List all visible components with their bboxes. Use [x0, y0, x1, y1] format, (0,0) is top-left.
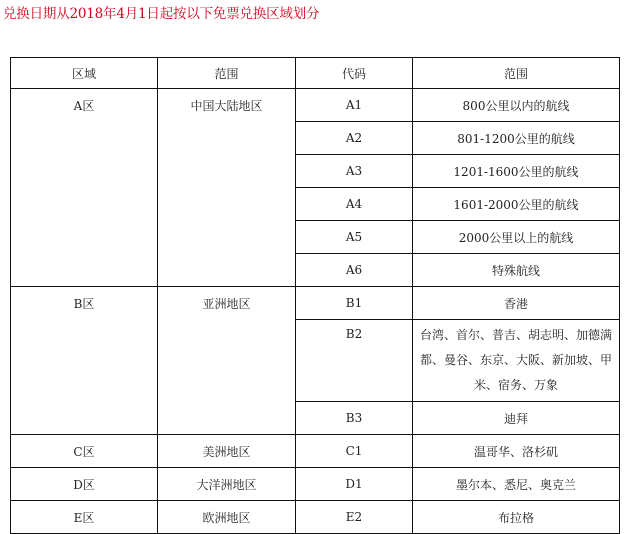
range-cell: 特殊航线: [413, 254, 620, 287]
zone-table: [10, 57, 620, 534]
code-cell: A5: [296, 221, 413, 254]
zone-cell: A区: [11, 89, 158, 287]
range-cell: 1201-1600公里的航线: [413, 155, 620, 188]
region-cell: 亚洲地区: [158, 287, 296, 435]
range-cell: 迪拜: [413, 402, 620, 435]
range-cell: 墨尔本、悉尼、奥克兰: [413, 468, 620, 501]
table-row: [11, 468, 620, 501]
region-cell: 中国大陆地区: [158, 89, 296, 287]
code-cell: A4: [296, 188, 413, 221]
range-cell: 温哥华、洛杉矶: [413, 435, 620, 468]
code-cell: C1: [296, 435, 413, 468]
code-cell: B1: [296, 287, 413, 320]
range-cell: 台湾、首尔、普吉、胡志明、加德满都、曼谷、东京、大阪、新加坡、甲米、宿务、万象: [413, 320, 620, 402]
range-cell: 2000公里以上的航线: [413, 221, 620, 254]
range-cell: 800公里以内的航线: [413, 89, 620, 122]
code-cell: A1: [296, 89, 413, 122]
table-header-row: [11, 58, 620, 89]
code-cell: B2: [296, 320, 413, 402]
code-cell: A6: [296, 254, 413, 287]
table-row: [11, 501, 620, 534]
header-zone: 区域: [11, 58, 158, 89]
code-cell: B3: [296, 402, 413, 435]
zone-cell: E区: [11, 501, 158, 534]
region-cell: 欧洲地区: [158, 501, 296, 534]
header-code: 代码: [296, 58, 413, 89]
range-cell: 香港: [413, 287, 620, 320]
zone-cell: C区: [11, 435, 158, 468]
range-cell: 801-1200公里的航线: [413, 122, 620, 155]
region-cell: 大洋洲地区: [158, 468, 296, 501]
table-row: [11, 435, 620, 468]
page-title: 兑换日期从2018年4月1日起按以下免票兑换区域划分: [3, 6, 320, 22]
range-cell: 布拉格: [413, 501, 620, 534]
table-row: [11, 89, 620, 122]
code-cell: A2: [296, 122, 413, 155]
code-cell: D1: [296, 468, 413, 501]
header-range: 范围: [413, 58, 620, 89]
code-cell: A3: [296, 155, 413, 188]
zone-cell: D区: [11, 468, 158, 501]
region-cell: 美洲地区: [158, 435, 296, 468]
zone-cell: B区: [11, 287, 158, 435]
code-cell: E2: [296, 501, 413, 534]
range-cell: 1601-2000公里的航线: [413, 188, 620, 221]
table-row: [11, 287, 620, 320]
header-region: 范围: [158, 58, 296, 89]
